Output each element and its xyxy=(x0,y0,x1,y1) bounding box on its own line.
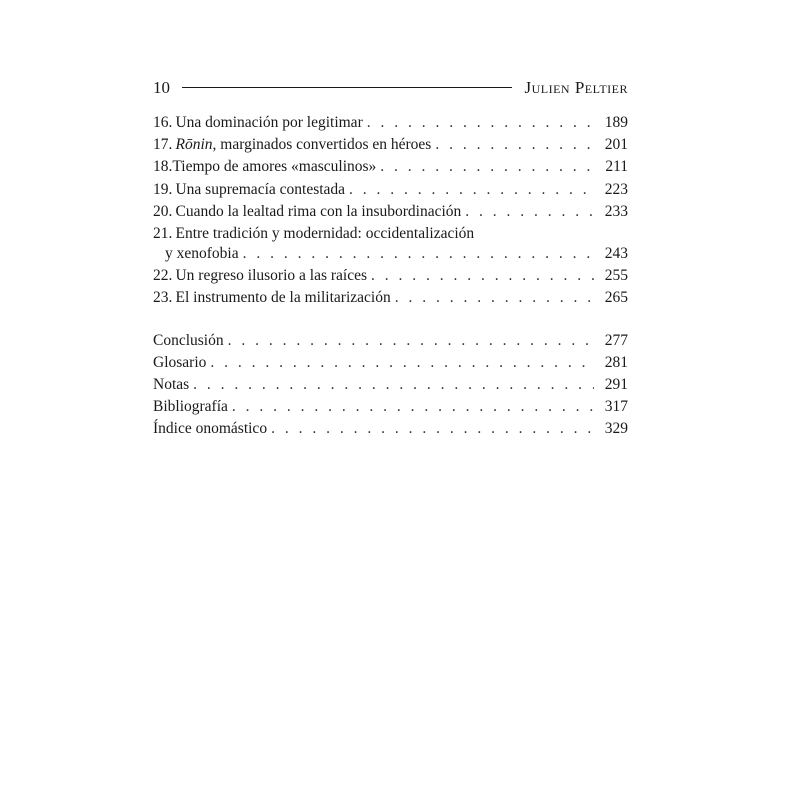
toc-entry-title: Una dominación por legitimar xyxy=(175,114,363,131)
toc-entry-21 xyxy=(153,245,628,267)
table-of-contents xyxy=(153,114,628,442)
toc-entry-number: 20. xyxy=(153,202,173,220)
page-number: 10 xyxy=(153,77,170,97)
toc-entry-page: 265 xyxy=(604,289,628,307)
toc-entry-index xyxy=(153,420,628,442)
toc-entry-page: 223 xyxy=(604,180,628,198)
toc-entry-page: 291 xyxy=(604,375,628,393)
toc-entry-number: 21. xyxy=(153,224,173,242)
toc-entry-bibliography xyxy=(153,398,628,420)
toc-entry-title: Índice onomástico xyxy=(153,420,268,438)
dot-leader xyxy=(243,245,594,263)
toc-entry-title: Entre tradición y modernidad: occidentalización xyxy=(175,224,475,242)
toc-entry-conclusion xyxy=(153,332,628,354)
toc-entry-20 xyxy=(153,203,628,225)
toc-entry-title-continuation: y xenofobia xyxy=(165,244,239,262)
toc-entry-number: 19. xyxy=(153,180,173,198)
toc-entry-title: Glosario xyxy=(153,353,207,371)
toc-entry-notes xyxy=(153,376,628,398)
toc-entry-21-line1 xyxy=(153,225,628,245)
toc-entry-18 xyxy=(153,158,628,180)
toc-entry-title: , marginados convertidos en héroes xyxy=(212,136,432,154)
toc-entry-page: 277 xyxy=(604,331,628,349)
dot-leader xyxy=(380,158,594,176)
toc-entry-title: Cuando la lealtad rima con la insubordinación xyxy=(175,202,462,220)
book-page xyxy=(153,74,628,442)
toc-entry-title-italic: Rōnin xyxy=(175,136,213,154)
toc-entry-title: El instrumento de la militarización xyxy=(175,289,391,307)
toc-entry-number: 16. xyxy=(153,114,173,131)
toc-entry-page: 211 xyxy=(605,158,628,176)
dot-leader xyxy=(228,332,594,350)
dot-leader xyxy=(367,114,594,132)
toc-entry-page: 255 xyxy=(604,267,628,285)
toc-entry-page: 281 xyxy=(604,353,628,371)
dot-leader xyxy=(395,289,594,307)
dot-leader xyxy=(193,376,594,394)
dot-leader xyxy=(349,181,594,199)
dot-leader xyxy=(232,398,594,416)
toc-entry-page: 189 xyxy=(604,114,628,131)
dot-leader xyxy=(465,203,594,221)
toc-entry-17 xyxy=(153,136,628,158)
header-rule xyxy=(182,87,512,88)
toc-entry-label xyxy=(153,181,345,199)
toc-entry-22 xyxy=(153,267,628,289)
toc-entry-label xyxy=(153,203,461,221)
running-head-author: Julien Peltier xyxy=(524,77,628,97)
toc-entry-page: 243 xyxy=(604,244,628,262)
dot-leader xyxy=(435,136,594,154)
toc-entry-page: 329 xyxy=(604,420,628,438)
running-header xyxy=(153,74,628,100)
toc-entry-title: Conclusión xyxy=(153,331,224,349)
toc-entry-16 xyxy=(153,114,628,136)
toc-entry-number: 18. xyxy=(153,158,173,176)
toc-entry-label xyxy=(153,136,431,154)
dot-leader xyxy=(371,267,594,285)
toc-entry-title: Notas xyxy=(153,375,190,393)
toc-entry-page: 201 xyxy=(604,136,628,154)
toc-entry-label xyxy=(153,158,376,176)
toc-entry-label xyxy=(153,114,363,132)
toc-entry-glossary xyxy=(153,354,628,376)
toc-entry-19 xyxy=(153,181,628,203)
toc-entry-number: 23. xyxy=(153,289,173,307)
dot-leader xyxy=(271,420,594,438)
toc-entry-23 xyxy=(153,289,628,311)
toc-entry-page: 317 xyxy=(604,398,628,416)
toc-entry-title: Un regreso ilusorio a las raíces xyxy=(175,267,368,285)
toc-entry-label xyxy=(153,267,367,285)
section-gap xyxy=(153,312,628,332)
toc-entry-title: Una supremacía contestada xyxy=(175,180,346,198)
toc-entry-title: Tiempo de amores «masculinos» xyxy=(172,158,377,176)
toc-entry-page: 233 xyxy=(604,202,628,220)
toc-entry-number: 17. xyxy=(153,136,173,154)
toc-entry-label xyxy=(153,289,391,307)
toc-entry-number: 22. xyxy=(153,267,173,285)
toc-entry-title: Bibliografía xyxy=(153,398,228,416)
dot-leader xyxy=(210,354,594,372)
